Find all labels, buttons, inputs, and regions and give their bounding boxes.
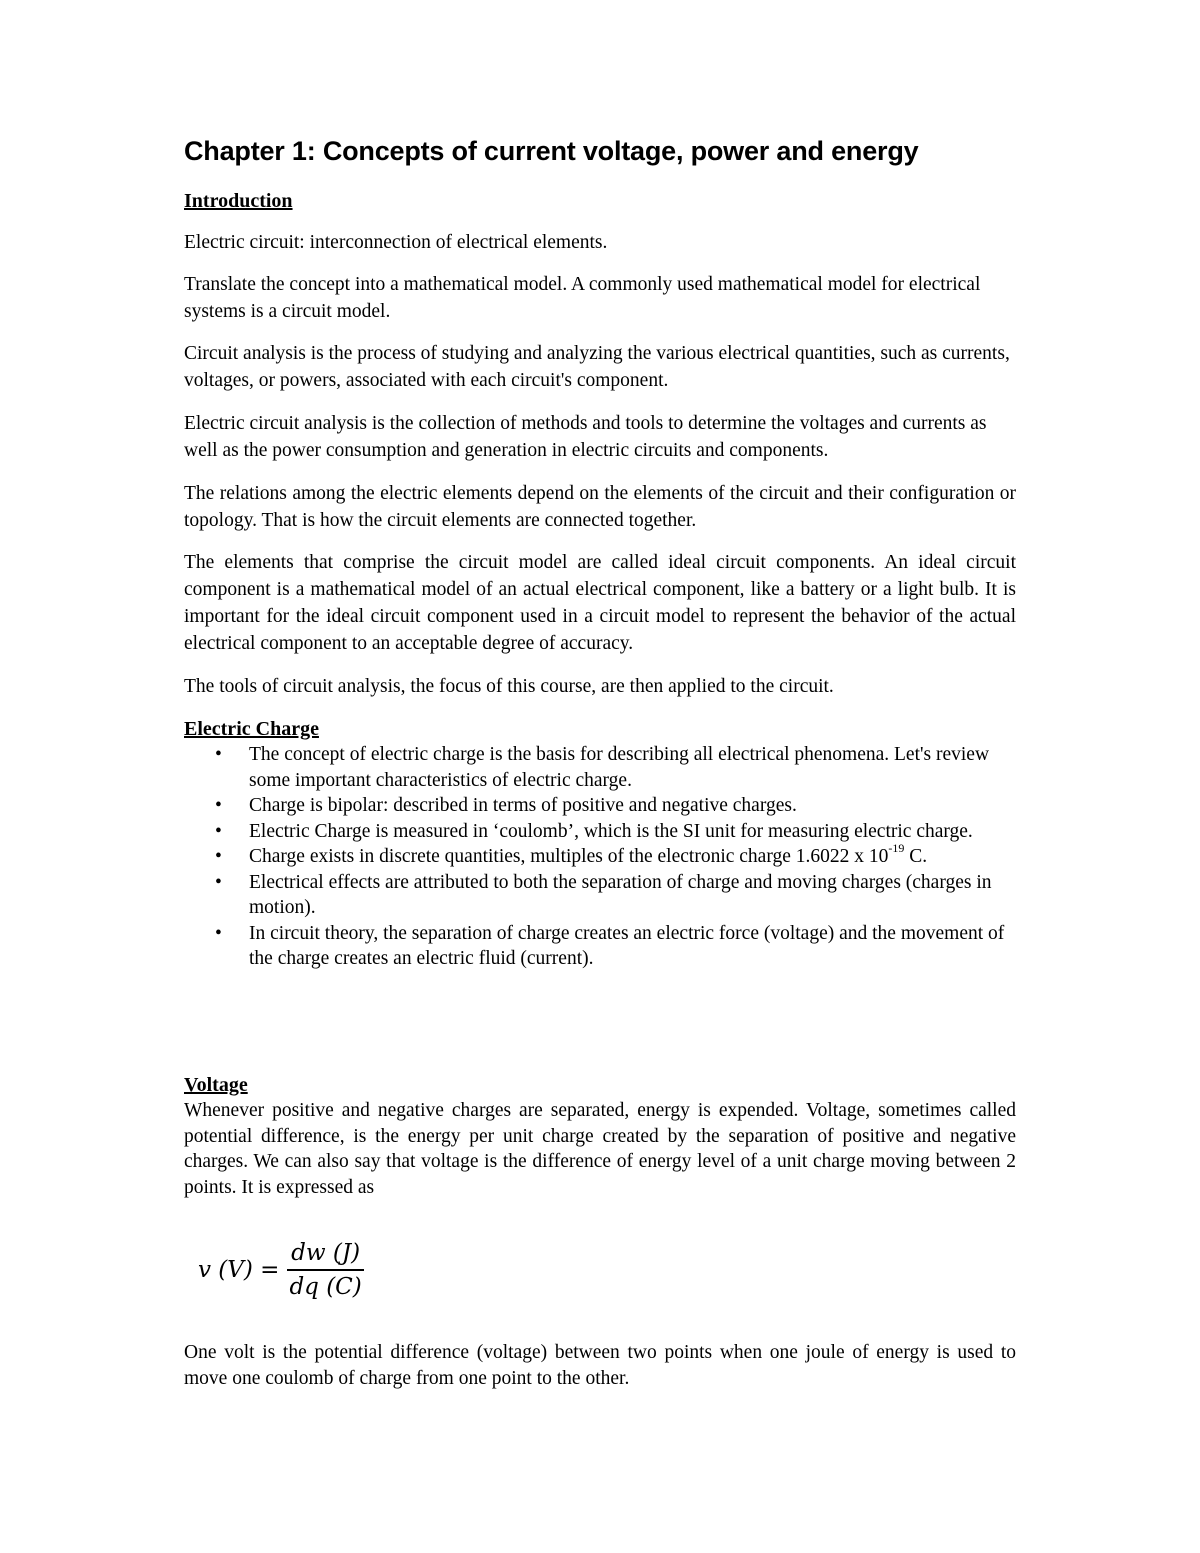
voltage-closing xyxy=(184,1340,1016,1391)
bullet-icon: • xyxy=(215,820,222,842)
electric-charge-list xyxy=(184,742,1016,972)
intro-paragraph-3 xyxy=(184,340,1016,394)
voltage-section xyxy=(184,1072,1016,1200)
discrete-charge-text: Charge exists in discrete quantities, multiples of the electronic charge 1.6022 x 10 xyxy=(249,846,889,867)
intro-paragraph-1 xyxy=(184,229,1016,256)
electric-charge-heading: Electric Charge xyxy=(184,718,319,740)
list-item-text: Electrical effects are attributed to both the separation of charge and moving charges (charges in motion). xyxy=(249,871,992,918)
bullet-icon: • xyxy=(215,846,222,867)
intro-paragraph-7 xyxy=(184,673,1016,700)
list-item xyxy=(184,840,1016,870)
introduction-heading: Introduction xyxy=(184,190,293,212)
electric-charge-section xyxy=(184,716,1016,972)
bullet-icon: • xyxy=(215,744,222,765)
list-item xyxy=(184,793,1016,819)
bullet-icon: • xyxy=(215,922,222,944)
list-item-text: Charge is bipolar: described in terms of positive and negative charges. xyxy=(249,795,797,816)
list-item xyxy=(184,870,1016,921)
intro-paragraph-text: Electric circuit analysis is the collection of methods and tools to determine the voltages and currents as well as the power consumption and generation in electric circuits and components. xyxy=(184,413,987,461)
list-item-text: Electric Charge is measured in ‘coulomb’, which is the SI unit for measuring electric charge. xyxy=(249,820,973,842)
equation-numerator: dw (J) xyxy=(291,1240,361,1266)
voltage-paragraph: Whenever positive and negative charges are separated, energy is expended. Voltage, sometimes called potential difference, is the energy per unit charge created by the separation of positive and negative charges. We can also say that voltage is the difference of energy level of a unit charge moving between 2 points. It is expressed as xyxy=(184,1100,1016,1198)
bullet-icon: • xyxy=(215,795,222,816)
intro-paragraph-6 xyxy=(184,549,1016,657)
intro-paragraph-text: The relations among the electric elements depend on the elements of the circuit and their configuration or topology. That is how the circuit elements are connected together. xyxy=(184,483,1016,531)
voltage-equation xyxy=(198,1240,364,1300)
intro-paragraph-text: Translate the concept into a mathematical model. A commonly used mathematical model for electrical systems is a circuit model. xyxy=(184,274,981,322)
list-item-text: In circuit theory, the separation of charge creates an electric force (voltage) and the movement of the charge creates an electric fluid (current). xyxy=(249,922,1005,969)
list-item xyxy=(184,921,1016,972)
intro-paragraph-text: Circuit analysis is the process of studying and analyzing the various electrical quantities, such as currents, voltages, or powers, associated with each circuit's component. xyxy=(184,343,1010,391)
intro-paragraph-5 xyxy=(184,480,1016,534)
list-item xyxy=(184,742,1016,793)
equation-fraction xyxy=(287,1240,363,1300)
intro-paragraph-text: Electric circuit: interconnection of electrical elements. xyxy=(184,232,608,253)
introduction-section xyxy=(184,188,1016,214)
equation-denominator: dq (C) xyxy=(289,1273,362,1300)
intro-paragraph-2 xyxy=(184,271,1016,325)
exponent: -19 xyxy=(888,840,905,855)
intro-paragraph-text: The elements that comprise the circuit model are called ideal circuit components. An ideal circuit component is a mathematical model of an actual electrical component, like a battery or a light bulb. It is important for the ideal circuit component used in a circuit model to represent the behavior of the actual electrical component to an acceptable degree of accuracy. xyxy=(184,552,1016,654)
list-item-text: The concept of electric charge is the basis for describing all electrical phenomena. Let's review some important characteristics of electric charge. xyxy=(249,744,990,791)
equation-lhs: v (V) = xyxy=(198,1256,280,1283)
voltage-heading: Voltage xyxy=(184,1074,248,1096)
intro-paragraph-text: The tools of circuit analysis, the focus of this course, are then applied to the circuit. xyxy=(184,676,834,697)
voltage-closing-text: One volt is the potential difference (voltage) between two points when one joule of energy is used to move one coulomb of charge from one point to the other. xyxy=(184,1342,1016,1389)
discrete-charge-unit: C. xyxy=(904,846,928,867)
intro-paragraph-4 xyxy=(184,410,1016,464)
list-item-text xyxy=(249,840,928,867)
chapter-title: Chapter 1: Concepts of current voltage, power and energy xyxy=(184,136,919,166)
bullet-icon: • xyxy=(215,871,222,893)
